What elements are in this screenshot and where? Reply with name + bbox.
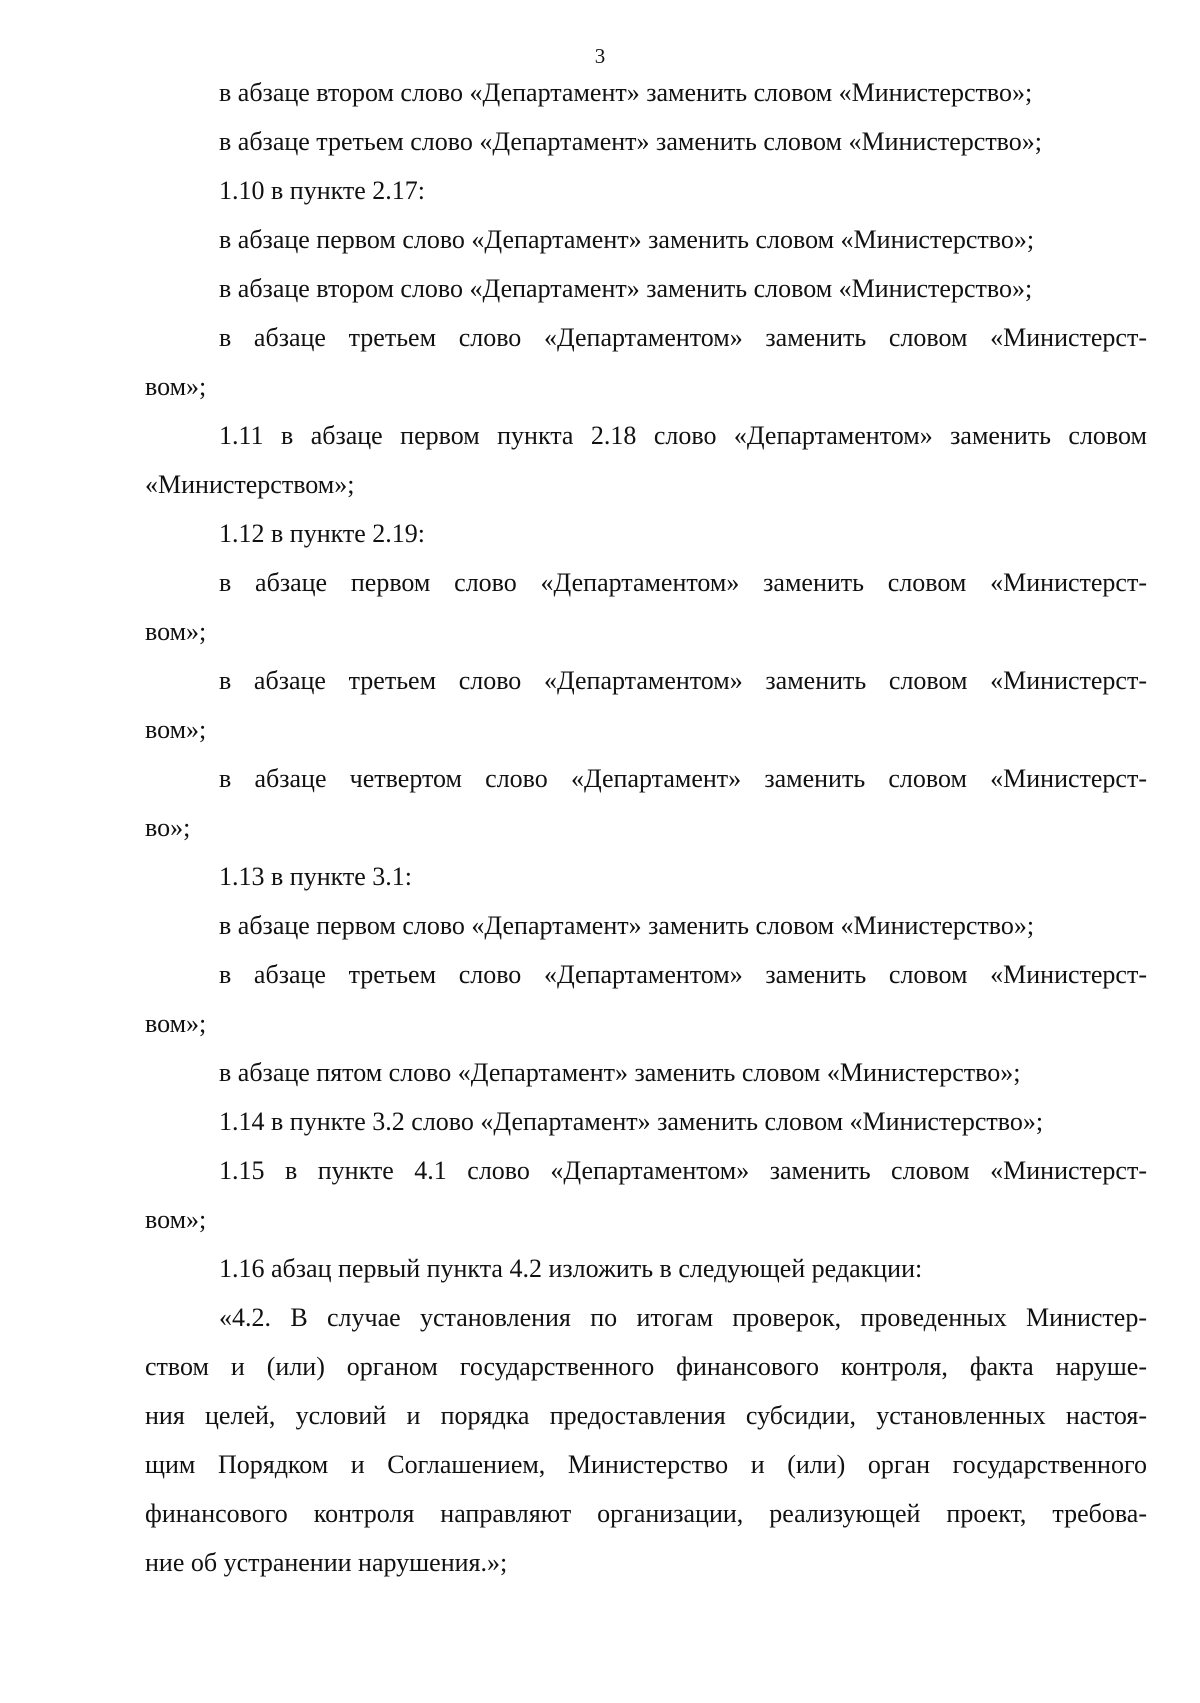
text-line: в абзаце третьем слово «Департаментом» заменить словом «Министерст- xyxy=(219,666,1147,695)
text-line: финансового контроля направляют организации, реализующей проект, требова- xyxy=(145,1499,1147,1528)
text-line: в абзаце первом слово «Департамент» заменить словом «Министерство»; xyxy=(219,911,1035,940)
text-line: вом»; xyxy=(145,1205,207,1234)
text-line: в абзаце втором слово «Департамент» заменить словом «Министерство»; xyxy=(219,78,1033,107)
text-line: вом»; xyxy=(145,372,207,401)
text-line: вом»; xyxy=(145,617,207,646)
text-line: 1.16 абзац первый пункта 4.2 изложить в следующей редакции: xyxy=(219,1254,923,1283)
text-line: в абзаце первом слово «Департаментом» заменить словом «Министерст- xyxy=(219,568,1147,597)
text-line: «4.2. В случае установления по итогам проверок, проведенных Министер- xyxy=(219,1303,1147,1332)
text-line: «Министерством»; xyxy=(145,470,355,499)
text-line: в абзаце третьем слово «Департаментом» заменить словом «Министерст- xyxy=(219,323,1147,352)
text-line: 1.14 в пункте 3.2 слово «Департамент» заменить словом «Министерство»; xyxy=(219,1107,1044,1136)
text-line: 1.15 в пункте 4.1 слово «Департаментом» заменить словом «Министерст- xyxy=(219,1156,1147,1185)
text-line: 1.13 в пункте 3.1: xyxy=(219,862,413,891)
text-line: 1.12 в пункте 2.19: xyxy=(219,519,426,548)
text-line: 1.11 в абзаце первом пункта 2.18 слово «Департаментом» заменить словом xyxy=(219,421,1147,450)
text-line: в абзаце пятом слово «Департамент» заменить словом «Министерство»; xyxy=(219,1058,1021,1087)
document-body xyxy=(145,68,1147,1587)
text-line: в абзаце первом слово «Департамент» заменить словом «Министерство»; xyxy=(219,225,1035,254)
text-line: в абзаце четвертом слово «Департамент» заменить словом «Министерст- xyxy=(219,764,1147,793)
text-line: ния целей, условий и порядка предоставления субсидии, установленных настоя- xyxy=(145,1401,1147,1430)
text-line: щим Порядком и Соглашением, Министерство и (или) орган государственного xyxy=(145,1450,1147,1479)
text-line: вом»; xyxy=(145,1009,207,1038)
text-line: 1.10 в пункте 2.17: xyxy=(219,176,426,205)
text-line: ние об устранении нарушения.»; xyxy=(145,1548,508,1577)
page-number: 3 xyxy=(594,44,606,68)
text-line: в абзаце третьем слово «Департамент» заменить словом «Министерство»; xyxy=(219,127,1042,156)
text-line: во»; xyxy=(145,813,191,842)
text-line: вом»; xyxy=(145,715,207,744)
text-line: ством и (или) органом государственного финансового контроля, факта наруше- xyxy=(145,1352,1147,1381)
text-line: в абзаце втором слово «Департамент» заменить словом «Министерство»; xyxy=(219,274,1033,303)
text-line: в абзаце третьем слово «Департаментом» заменить словом «Министерст- xyxy=(219,960,1147,989)
